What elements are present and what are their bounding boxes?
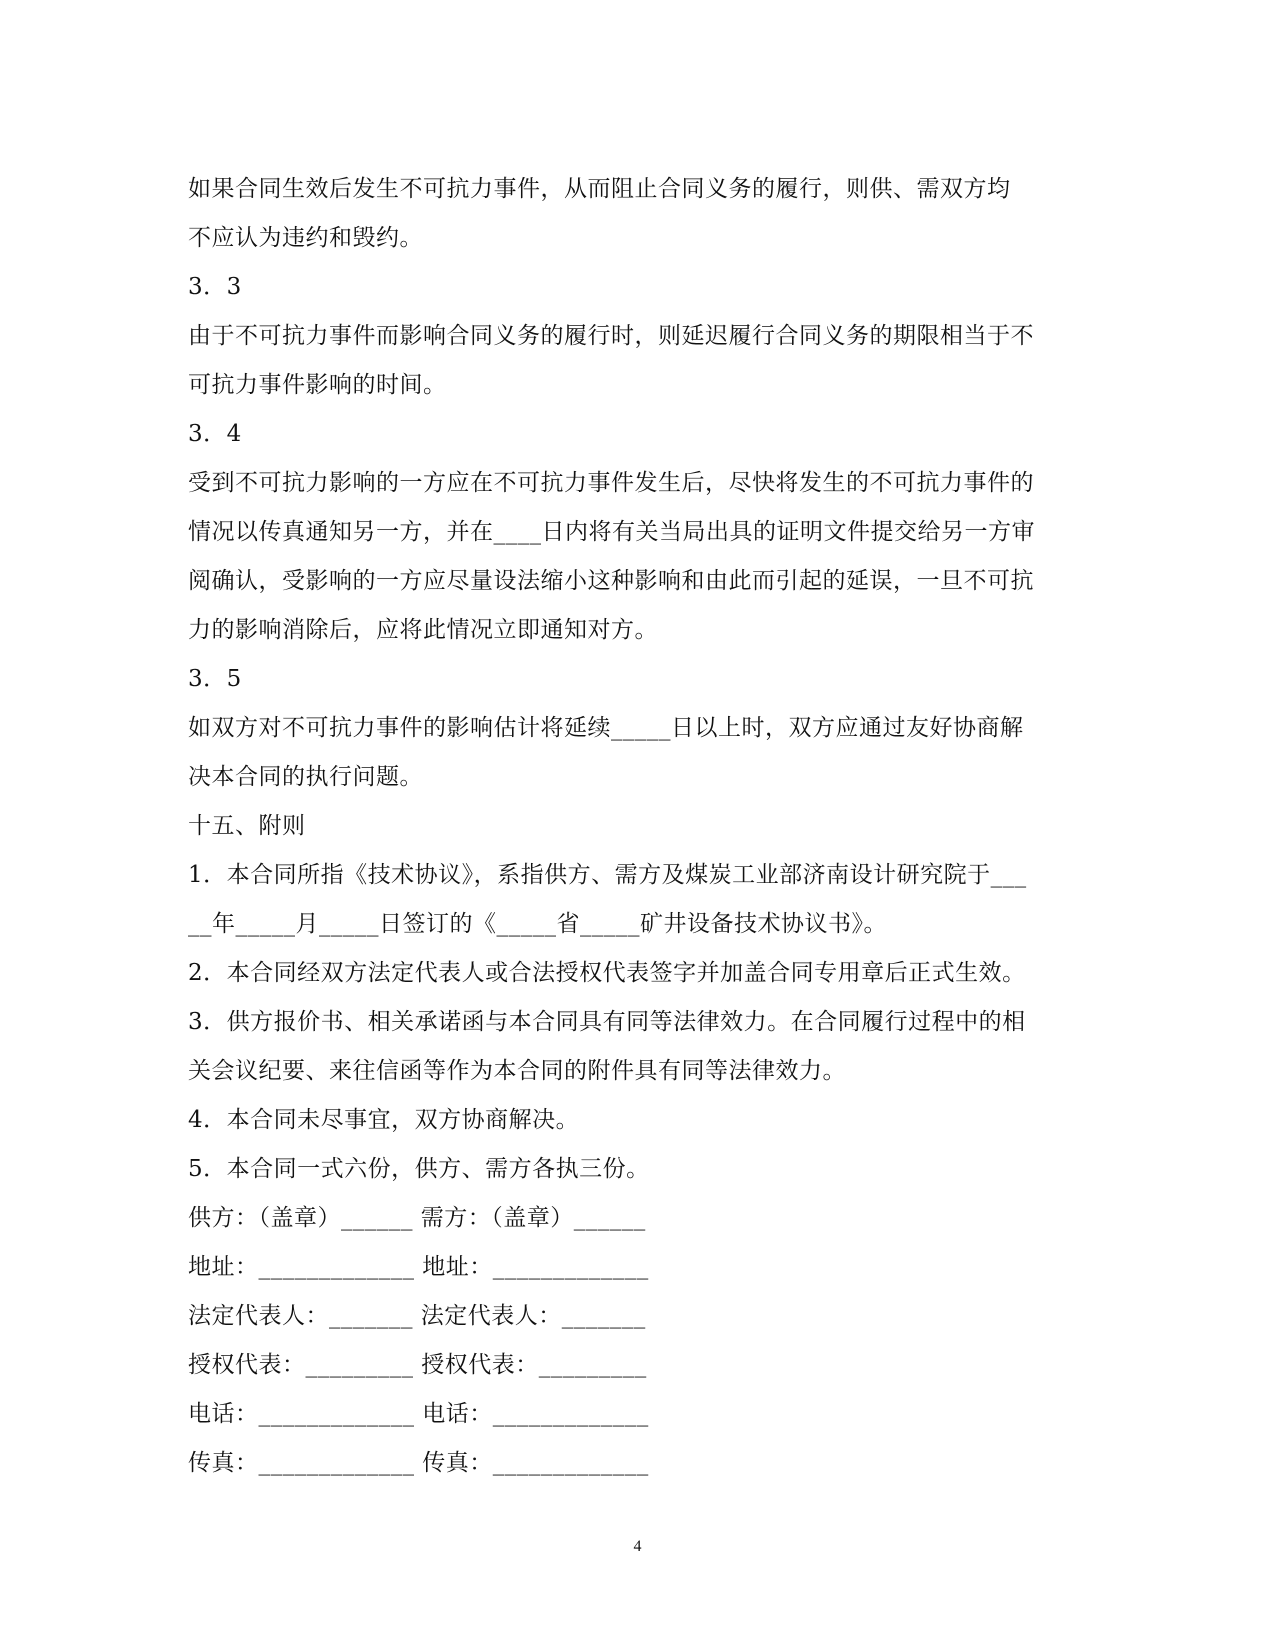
text-line: 决本合同的执行问题。 [188, 764, 423, 790]
text-line: 由于不可抗力事件而影响合同义务的履行时，则延迟履行合同义务的期限相当于不 [188, 323, 1034, 349]
text-line: 如双方对不可抗力事件的影响估计将延续_____日以上时，双方应通过友好协商解 [188, 715, 1024, 741]
text-line: 不应认为违约和毁约。 [188, 225, 423, 251]
text-line: 阅确认，受影响的一方应尽量设法缩小这种影响和由此而引起的延误，一旦不可抗 [188, 568, 1034, 594]
text-line: 1．本合同所指《技术协议》，系指供方、需方及煤炭工业部济南设计研究院于___ [188, 862, 1027, 888]
text-line: 可抗力事件影响的时间。 [188, 372, 447, 398]
signature-line: 法定代表人：_______ 法定代表人：_______ [188, 1303, 646, 1329]
text-line: 2．本合同经双方法定代表人或合法授权代表签字并加盖合同专用章后正式生效。 [188, 960, 1026, 986]
text-line: 5．本合同一式六份，供方、需方各执三份。 [188, 1156, 650, 1182]
text-line: 情况以传真通知另一方，并在____日内将有关当局出具的证明文件提交给另一方审 [188, 519, 1035, 545]
section-heading: 十五、附则 [188, 813, 306, 839]
signature-line: 供方：（盖章）______ 需方：（盖章）______ [188, 1205, 646, 1231]
signature-line: 地址：_____________ 地址：_____________ [188, 1254, 649, 1280]
signature-line: 授权代表：_________ 授权代表：_________ [188, 1352, 647, 1378]
text-line: 关会议纪要、来往信函等作为本合同的附件具有同等法律效力。 [188, 1058, 846, 1084]
text-line: __年_____月_____日签订的《_____省_____矿井设备技术协议书》。 [188, 911, 887, 937]
document-body [188, 165, 1088, 1488]
section-number: 3．4 [188, 421, 242, 447]
text-line: 3．供方报价书、相关承诺函与本合同具有同等法律效力。在合同履行过程中的相 [188, 1009, 1026, 1035]
signature-line: 电话：_____________ 电话：_____________ [188, 1401, 649, 1427]
text-line: 如果合同生效后发生不可抗力事件，从而阻止合同义务的履行，则供、需双方均 [188, 176, 1011, 202]
section-number: 3．5 [188, 666, 242, 692]
text-line: 力的影响消除后，应将此情况立即通知对方。 [188, 617, 658, 643]
text-line: 4．本合同未尽事宜，双方协商解决。 [188, 1107, 580, 1133]
section-number: 3．3 [188, 274, 242, 300]
text-line: 受到不可抗力影响的一方应在不可抗力事件发生后，尽快将发生的不可抗力事件的 [188, 470, 1034, 496]
signature-line: 传真：_____________ 传真：_____________ [188, 1450, 649, 1476]
page-number: 4 [633, 1538, 642, 1555]
